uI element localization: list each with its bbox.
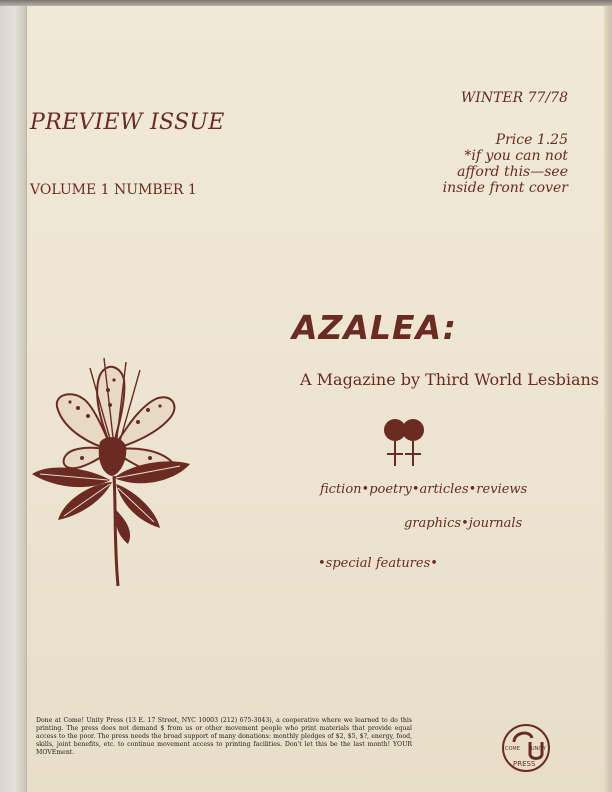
logo-word: COME — [505, 746, 520, 752]
page-right-edge — [604, 6, 612, 792]
price-line: inside front cover — [442, 180, 568, 196]
volume-number: VOLUME 1 NUMBER 1 — [30, 182, 197, 198]
price-line: afford this—see — [457, 164, 568, 180]
price-line: Price 1.25 — [495, 132, 568, 148]
magazine-subtitle: A Magazine by Third World Lesbians — [300, 370, 599, 389]
logo-word: PRESS — [513, 760, 536, 768]
azalea-flower-illustration — [30, 350, 195, 590]
scan-top-edge — [0, 0, 612, 6]
contents-line: •special features• — [318, 556, 438, 571]
season-label: WINTER 77/78 — [460, 90, 568, 106]
contents-line: graphics•journals — [404, 516, 523, 531]
come-unity-press-logo — [500, 722, 552, 774]
price-note — [398, 132, 568, 196]
price-line: *if you can not — [464, 148, 568, 164]
issue-label: PREVIEW ISSUE — [30, 110, 225, 135]
double-venus-icon — [380, 416, 428, 468]
printer-credit-note: Done at Come! Unity Press (13 E. 17 Street, NYC 10003 (212) 675-3043), a cooperative where we learned to do this printing. The press does not demand $ from us or other movement people who print materials that provide equal access to the poor. The press needs the broad support of many donations: monthly pledges of $2, $5, $?, energy, food, skills, joint benefits, etc. to continue movement access to printing facilities. Don't let this be the last month! YOUR MOVEment. — [36, 717, 412, 756]
contents-line: fiction•poetry•articles•reviews — [320, 482, 528, 497]
magazine-title: AZALEA: — [292, 308, 457, 347]
logo-word: UNITY — [531, 746, 546, 752]
binding-spine — [0, 6, 27, 792]
